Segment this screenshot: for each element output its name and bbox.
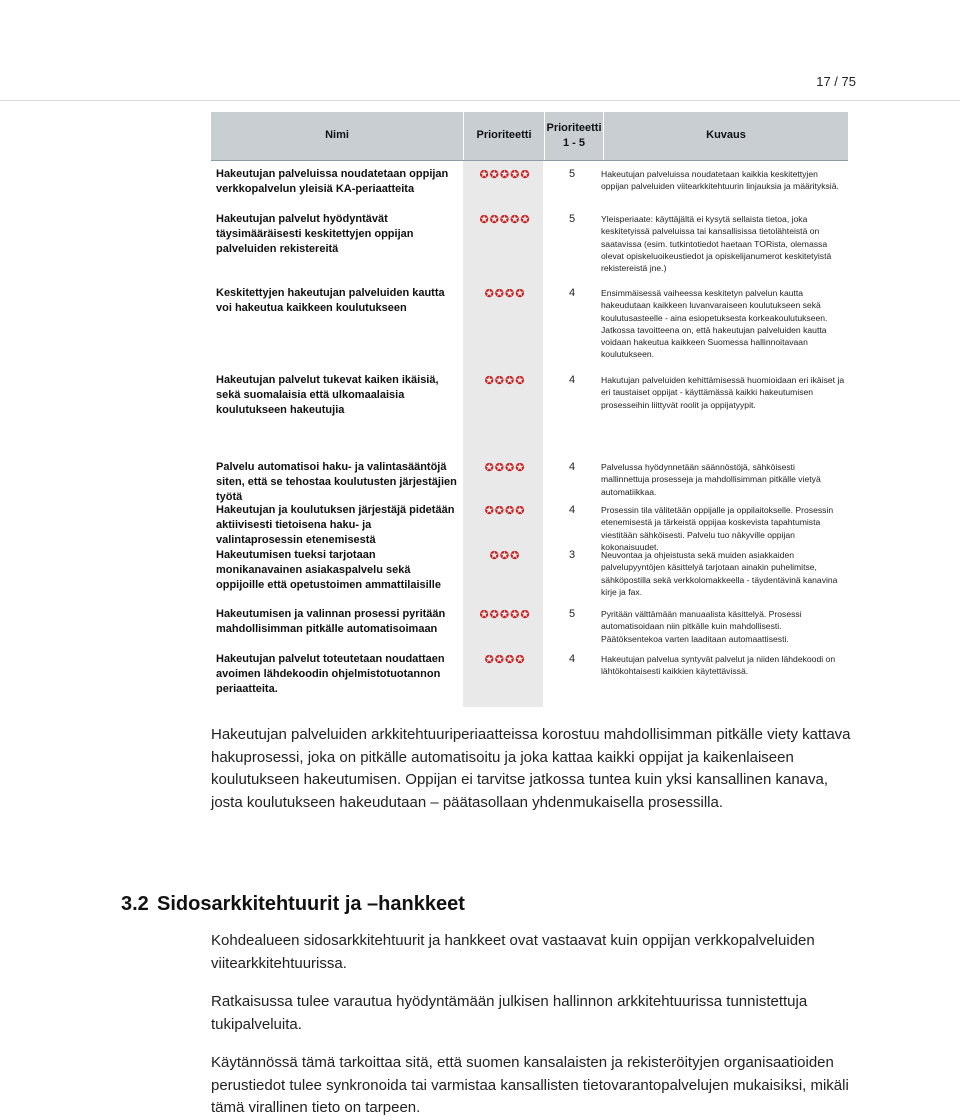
priority-column-shading	[463, 161, 543, 707]
principles-table	[211, 112, 848, 706]
body-paragraph: Käytännössä tämä tarkoittaa sitä, että suomen kansalaisten ja rekisteröityjen organisaatioiden perustiedot tulee synkronoida tai varmistaa kansallisten tietovarantopalvelujen mukaisiksi, mikäli tämä virallinen tieto on tarpeen.	[211, 1054, 849, 1116]
body-paragraph: Ratkaisussa tulee varautua hyödyntämään julkisen hallinnon arkkitehtuurissa tunnistettuja tukipalveluita.	[211, 993, 808, 1033]
header-rule	[0, 100, 960, 101]
row-name: Hakeutumisen tueksi tarjotaan monikanavainen asiakaspalvelu sekä oppijoille että opetustoimen ammattilaisille	[216, 549, 441, 591]
row-description: Prosessin tila välitetään oppijalle ja oppilaitokselle. Prosessin etenemisestä ja tärkeistä oppijaa koskevista tapahtumista viestitään sähköisesti. Palvelu tuo näkyville oppijan kokonaisuudet.	[601, 505, 834, 552]
intro-paragraph: Hakeutujan palveluiden arkkitehtuuriperiaatteissa korostuu mahdollisimman pitkälle viety kattava hakuprosessi, joka on pitkälle automatisoitu ja joka kattaa kaikki oppijat ja kaikenlaiseen koulutukseen hakeutumisen. Oppijan ei tarvitse jatkossa tuntea kuin yksi kansallinen kanava, josta koulutukseen hakeudutaan – päätasollaan yhdenmukaisella prosessilla.	[211, 726, 851, 811]
row-priority: 5	[568, 608, 576, 620]
page-number: 17 / 75	[816, 74, 856, 89]
row-priority: 4	[568, 653, 576, 665]
row-priority: 4	[568, 374, 576, 386]
priority-stars-icon: ✪✪✪✪	[484, 288, 526, 300]
body-paragraph: Kohdealueen sidosarkkitehtuurit ja hankkeet ovat vastaavat kuin oppijan verkkopalveluiden viitearkkitehtuurissa.	[211, 932, 815, 972]
row-name: Hakeutujan palvelut tukevat kaiken ikäisiä, sekä suomalaisia että ulkomaalaisia koulutukseen hakeutujia	[216, 374, 439, 416]
row-priority: 4	[568, 504, 576, 516]
row-priority: 5	[568, 168, 576, 180]
row-name: Hakeutujan ja koulutuksen järjestäjä pidetään aktiivisesti tietoisena haku- ja valintaprosessin etenemisestä	[216, 504, 455, 546]
priority-stars-icon: ✪✪✪✪	[484, 462, 526, 474]
priority-stars-icon: ✪✪✪✪	[484, 505, 526, 517]
row-description: Hakeutujan palveluissa noudatetaan kaikkia keskitettyjen oppijan palveluiden viitearkkitehtuurin linjauksia ja määrityksiä.	[601, 169, 839, 192]
section-heading	[121, 893, 465, 916]
row-priority: 4	[568, 287, 576, 299]
section-title: Sidosarkkitehtuurit ja –hankkeet	[157, 893, 465, 915]
row-description: Pyritään välttämään manuaalista käsittelyä. Prosessi automatisoidaan niin pitkälle kuin mahdollisesti. Päätöksentekoa varten laaditaan automaattisesti.	[601, 609, 802, 644]
priority-stars-icon: ✪✪✪✪✪	[479, 609, 531, 621]
row-description: Hakutujan palveluiden kehittämisessä huomioidaan eri ikäiset ja eri taustaiset oppijat - käyttämässä kaikki hakeutumisen prosesseihin liittyvät roolit ja oppijatyypit.	[601, 375, 845, 410]
row-priority: 3	[568, 549, 576, 561]
priority-stars-icon: ✪✪✪✪	[484, 375, 526, 387]
priority-stars-icon: ✪✪✪✪✪	[479, 169, 531, 181]
priority-stars-icon: ✪✪✪✪	[484, 654, 526, 666]
row-name: Hakeutumisen ja valinnan prosessi pyritään mahdollisimman pitkälle automatisoimaan	[216, 608, 446, 635]
priority-stars-icon: ✪✪✪✪✪	[479, 214, 531, 226]
header-priority: Prioriteetti	[464, 112, 545, 160]
row-description: Hakeutujan palvelua syntyvät palvelut ja niiden lähdekoodi on lähtökohtaisesti kaikkien käytettävissä.	[601, 654, 836, 677]
header-name: Nimi	[211, 112, 464, 160]
table-header	[211, 112, 848, 161]
row-description: Neuvontaa ja ohjeistusta sekä muiden asiakkaiden palvelupyyntöjen käsittelyä tarjotaan ainakin puhelimitse, sähköpostilla sekä verkkolomakkeella - täydentävinä kanavina kirje ja fax.	[601, 550, 838, 597]
row-name: Palvelu automatisoi haku- ja valintasääntöjä siten, että se tehostaa koulutusten järjestäjien työtä	[216, 461, 457, 503]
row-description: Palvelussa hyödynnetään säännöstöjä, sähköisesti mallinnettuja prosesseja ja mahdollisimman pitkälle vietyä automatiikkaa.	[601, 462, 821, 497]
header-priority-scale-range: 1 - 5	[562, 137, 585, 149]
section-number: 3.2	[121, 893, 149, 915]
row-priority: 5	[568, 213, 576, 225]
header-priority-scale	[545, 112, 604, 160]
row-name: Keskitettyjen hakeutujan palveluiden kautta voi hakeutua kaikkeen koulutukseen	[216, 287, 445, 314]
row-priority: 4	[568, 461, 576, 473]
header-description: Kuvaus	[706, 129, 746, 142]
priority-stars-icon: ✪✪✪	[489, 550, 521, 562]
row-description: Yleisperiaate: käyttäjältä ei kysytä sellaista tietoa, joka keskitetyissä palveluissa tai kansallisissa tietolähteistä on saatavissa (esim. tutkintotiedot haetaan TORista, olemassa olevat opiskeluoikeustiedot ja opiskelijanumerot keskitetyistä rekistereistä jne.)	[601, 214, 832, 274]
row-name: Hakeutujan palveluissa noudatetaan oppijan verkkopalvelun yleisiä KA-periaatteita	[216, 168, 449, 195]
row-name: Hakeutujan palvelut hyödyntävät täysimääräisesti keskitettyjen oppijan palveluiden rekistereitä	[216, 213, 414, 255]
row-description: Ensimmäisessä vaiheessa keskitetyn palvelun kautta hakeudutaan kaikkeen luvanvaraiseen koulutukseen sekä koulutusasteelle - aina esiopetuksesta korkeakoulutukseen. Jatkossa tavoitteena on, että hakeutujan palveluiden kautta voidaan hakeutua kaikkeen Suomessa hallinnoitavaan koulutukseen.	[601, 288, 828, 360]
table-body	[211, 161, 848, 707]
header-priority-scale-label: Prioriteetti	[546, 121, 602, 134]
row-name: Hakeutujan palvelut toteutetaan noudattaen avoimen lähdekoodin ohjelmistotuotannon periaatteita.	[216, 653, 445, 695]
